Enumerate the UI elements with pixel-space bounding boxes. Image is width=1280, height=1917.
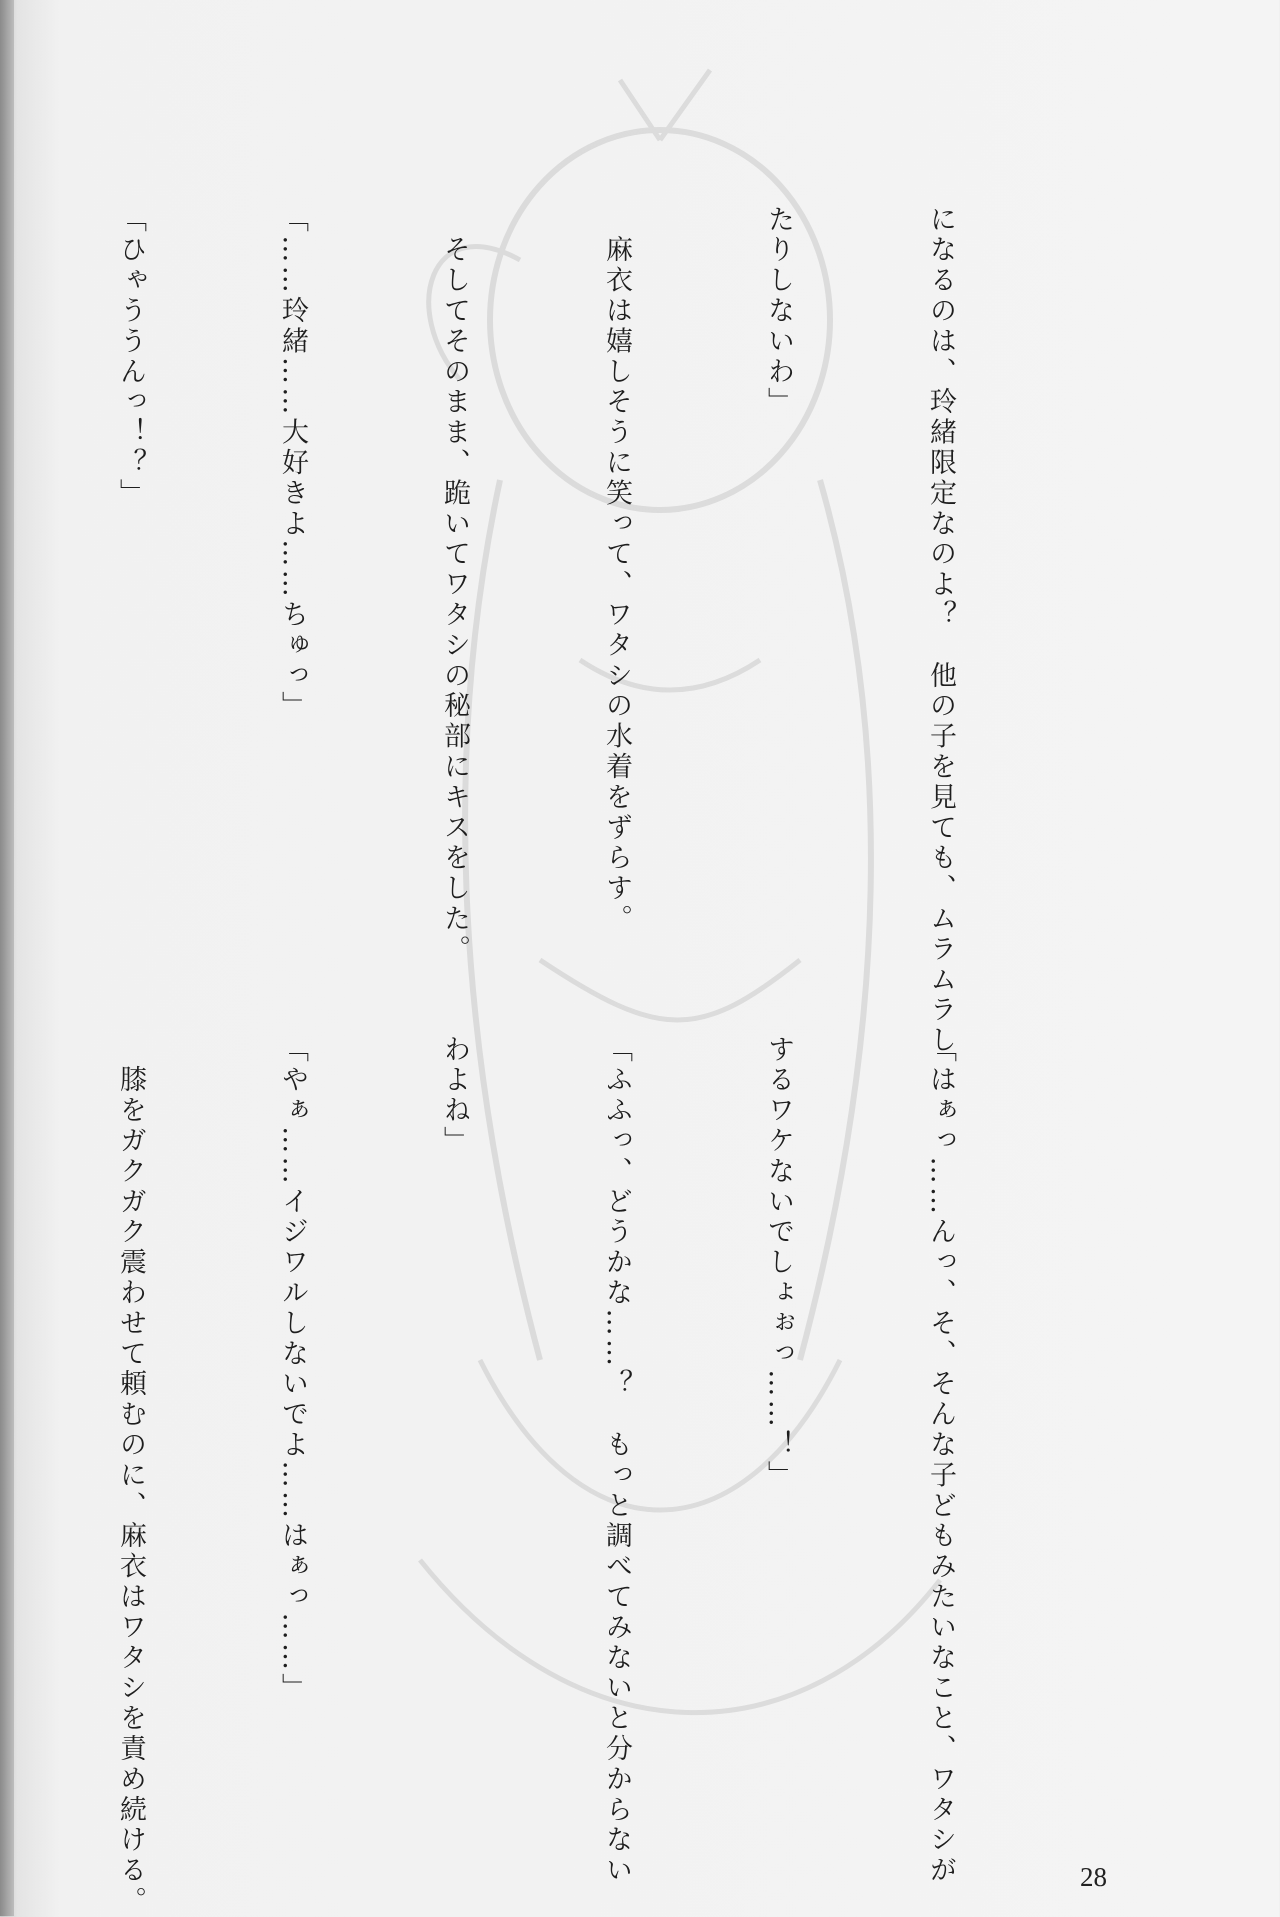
lower-text-block — [0, 1035, 1075, 1917]
text-column: 麻衣は嬉しそうに笑って、ワタシの水着をずらす。 — [601, 205, 632, 935]
text-column: たりしないわ」 — [763, 205, 794, 418]
text-column: になるのは、玲緒限定なのよ？ 他の子を見ても、ムラムラし — [925, 205, 956, 1057]
text-column: 「……玲緒……大好きよ……ちゅっ」 — [277, 205, 308, 722]
text-column: わよね」 — [439, 1035, 470, 1157]
text-column: 「ふふっ、どうかな……？ もっと調べてみないと分からない — [601, 1035, 632, 1887]
text-column: 膝をガクガク震わせて頼むのに、麻衣はワタシを責め続ける。 — [115, 1035, 146, 1917]
text-column: 「ひゃううんっ！？」 — [115, 205, 146, 509]
text-column: するワケないでしょぉっ……！」 — [763, 1035, 794, 1491]
page-number: 28 — [1080, 1862, 1107, 1892]
text-column: そしてそのまま、跪いてワタシの秘部にキスをした。 — [439, 205, 470, 965]
text-column: 「やぁ……イジワルしないでよ……はぁっ……」 — [277, 1035, 308, 1704]
upper-text-block — [0, 205, 1075, 1057]
text-column: 「はぁっ……んっ、そ、そんな子どもみたいなこと、ワタシが — [925, 1035, 956, 1887]
